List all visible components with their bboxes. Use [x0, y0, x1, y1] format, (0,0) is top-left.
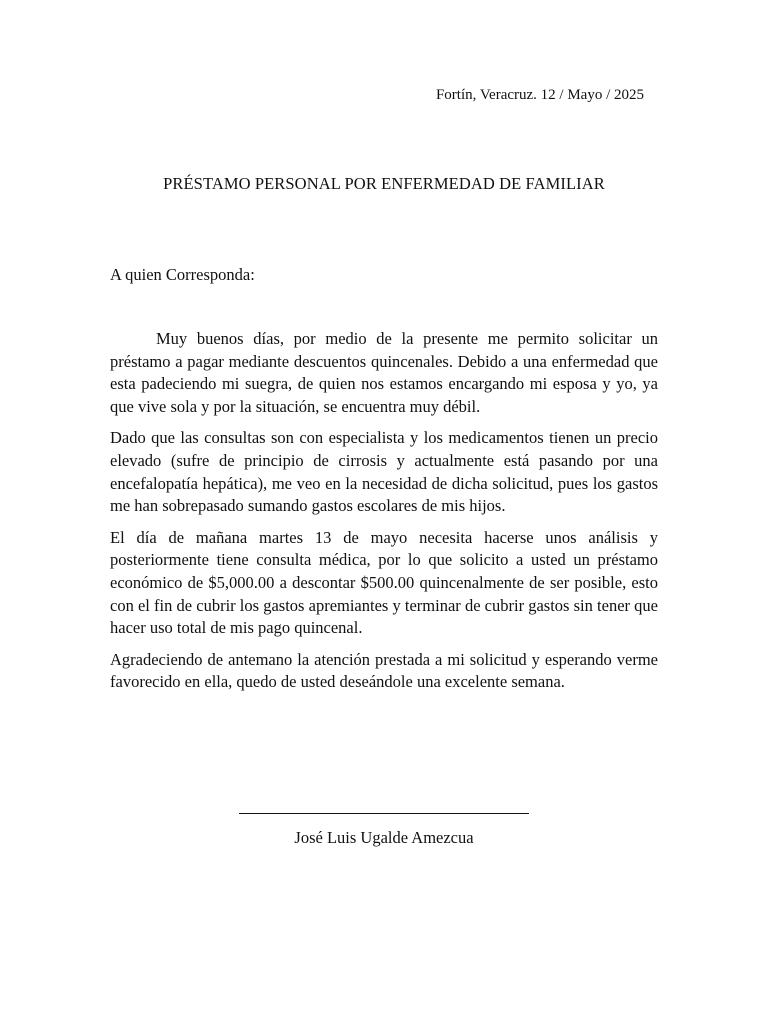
place-date: Fortín, Veracruz. 12 / Mayo / 2025	[435, 87, 644, 103]
paragraph-closing: Agradeciendo de antemano la atención prestada a mi solicitud y esperando verme favorecido en ella, quedo de usted deseándole una excelente semana.	[110, 649, 658, 692]
signature-line	[239, 813, 529, 814]
paragraph-loan-details: El día de mañana martes 13 de mayo necesita hacerse unos análisis y posteriormente tiene consulta médica, por lo que solicito a usted un préstamo económico de $5,000.00 a descontar $500.00 quincenalmente de ser posible, esto con el fin de cubrir los gastos apremiantes y terminar de cubrir gastos sin tener que hacer uso total de mis pago quincenal.	[110, 527, 658, 638]
signer-name: José Luis Ugalde Amezcua	[294, 828, 474, 847]
salutation: A quien Corresponda:	[110, 265, 255, 284]
paragraph-medical-costs: Dado que las consultas son con especialista y los medicamentos tienen un precio elevado (sufre de principio de cirrosis y actualmente está pasando por una encefalopatía hepática), me veo en la necesidad de dicha solicitud, pues los gastos me han sobrepasado sumando gastos escolares de mis hijos.	[110, 428, 658, 516]
paragraph-request: Muy buenos días, por medio de la presente me permito solicitar un préstamo a pagar mediante descuentos quincenales. Debido a una enfermedad que esta padeciendo mi suegra, de quien nos estamos encargando mi esposa y yo, ya que vive sola y por la situación, se encuentra muy débil.	[110, 329, 658, 416]
letter-title: PRÉSTAMO PERSONAL POR ENFERMEDAD DE FAMILIAR	[163, 174, 605, 193]
letter-body	[110, 328, 658, 703]
